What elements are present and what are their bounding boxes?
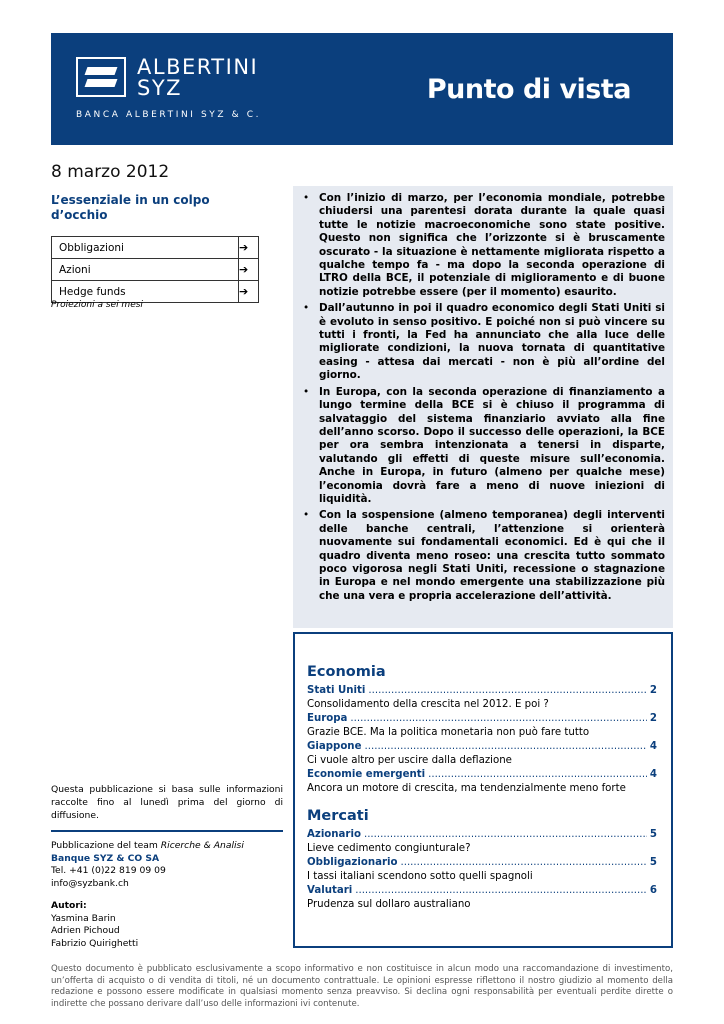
arrow-right-icon: ➔ — [239, 259, 259, 281]
table-of-contents — [293, 632, 673, 948]
toc-description: Ci vuole altro per uscire dalla deflazione — [307, 755, 512, 766]
toc-page: 2 — [649, 713, 657, 724]
toc-entry[interactable] — [307, 768, 657, 782]
toc-page: 4 — [649, 741, 657, 752]
arrow-right-icon: ➔ — [239, 237, 259, 259]
toc-entry[interactable] — [307, 828, 657, 842]
toc-section: Europa — [307, 713, 348, 724]
asset-label: Hedge funds — [52, 281, 239, 303]
table-row — [52, 259, 259, 281]
author-name: Fabrizio Quirighetti — [51, 937, 139, 949]
toc-description: Prudenza sul dollaro australiano — [307, 899, 471, 910]
toc-description: Grazie BCE. Ma la politica monetaria non può fare tutto — [307, 727, 590, 738]
list-item: • Con la sospensione (almeno temporanea) degli interventi delle banche centrali, l’attenzione si orienterà nuovamente sui fondamentali economici. Ed è qui che il quadro diventa meno roseo: una crescita tutto sommato poco vigorosa negli Stati Uniti, recessione o stagnazione in Europa e nel mondo emergente una stabilizzazione più che una vera e propria accelerazione dell’attività. — [301, 509, 665, 603]
list-item: • Con l’inizio di marzo, per l’economia mondiale, potrebbe chiudersi una parentesi dorata durante la quale quasi tutte le notizie macroeconomiche sono state positive. Questo non significa che l’orizzonte si è bruscamente oscurato - la situazione è nettamente migliorata rispetto a qualche tempo fa - ma dopo la seconda operazione di LTRO della BCE, il potenziale di miglioramento e di buone notizie potrebbe essere (per il momento) esaurito. — [301, 192, 665, 299]
asset-outlook-table — [51, 236, 259, 303]
list-item: • In Europa, con la seconda operazione di finanziamento a lungo termine della BCE si è chiuso il programma di salvataggio del sistema finanziario avviato alla fine dell’anno scorso. Dopo il successo delle operazioni, la BCE per ora sembra intenzionata a tenersi in disparte, valutando gli effetti di queste misure sull’economia. Anche in Europa, in futuro (almeno per qualche mese) l’economia dovrà fare a meno di nuove iniezioni di liquidità. — [301, 386, 665, 507]
toc-section: Obbligazionario — [307, 857, 398, 868]
toc-page: 5 — [649, 857, 657, 868]
authors-label: Autori: — [51, 900, 87, 911]
author-name: Adrien Pichoud — [51, 925, 120, 936]
toc-heading-mercati: Mercati — [307, 808, 369, 824]
phone-number: Tel. +41 (0)22 819 09 09 — [51, 865, 166, 876]
toc-section: Azionario — [307, 829, 361, 840]
toc-heading-economia: Economia — [307, 664, 386, 680]
projection-note: Proiezioni a sei mesi — [51, 300, 143, 310]
toc-entry[interactable] — [307, 856, 657, 870]
author-name: Yasmina Barin — [51, 912, 116, 924]
team-prefix: Pubblicazione del team — [51, 840, 161, 851]
table-row — [52, 237, 259, 259]
authors-block — [51, 900, 283, 950]
key-points-box — [293, 186, 673, 628]
brand-name-line2: SYZ — [137, 76, 183, 100]
toc-entry[interactable] — [307, 884, 657, 898]
key-points-list — [301, 192, 665, 603]
divider — [51, 830, 283, 832]
disclaimer: Questo documento è pubblicato esclusivamente a scopo informativo e non costituisce in alcun modo una raccomandazione di investimento, un’offerta di acquisto o di vendita di titoli, né un documento contrattuale. Le opinioni espresse riflettono il nostro giudizio al momento della redazione e possono essere modificate in qualsiasi momento senza preavviso. Si declina ogni responsabilità per eventuali perdite dirette o indirette che possano derivare dall’uso delle informazioni ivi contenute. — [51, 964, 673, 1009]
asset-label: Obbligazioni — [52, 237, 239, 259]
publication-date: 8 marzo 2012 — [51, 162, 170, 182]
toc-description: Ancora un motore di crescita, ma tendenzialmente meno forte — [307, 783, 626, 794]
asset-label: Azioni — [52, 259, 239, 281]
publication-title: Punto di vista — [426, 74, 631, 105]
toc-section: Economie emergenti — [307, 769, 426, 780]
toc-section: Valutari — [307, 885, 353, 896]
toc-entry[interactable] — [307, 712, 657, 726]
arrow-right-icon: ➔ — [239, 281, 259, 303]
bank-name: Banque SYZ & CO SA — [51, 852, 160, 864]
toc-section: Giappone — [307, 741, 362, 752]
toc-description: Lieve cedimento congiunturale? — [307, 843, 471, 854]
email-address: info@syzbank.ch — [51, 877, 129, 889]
toc-section: Stati Uniti — [307, 685, 366, 696]
list-item: • Dall’autunno in poi il quadro economico degli Stati Uniti si è evoluto in senso positivo. E poiché non si può vincere su tutti i fronti, la Fed ha annunciato che alla luce delle migliorate condizioni, la nuova tornata di quantitative easing - attesa dai mercati - non è più all’ordine del giorno. — [301, 302, 665, 382]
toc-page: 2 — [649, 685, 657, 696]
brand-name-line1: ALBERTINI — [137, 55, 259, 79]
header-banner — [51, 33, 673, 145]
toc-page: 6 — [649, 885, 657, 896]
summary-heading: L’essenziale in un colpo d’occhio — [51, 193, 210, 222]
team-info — [51, 840, 283, 890]
toc-entry[interactable] — [307, 684, 657, 698]
toc-page: 4 — [649, 769, 657, 780]
info-note: Questa pubblicazione si basa sulle informazioni raccolte fino al lunedì prima del giorno di diffusione. — [51, 784, 283, 821]
toc-description: I tassi italiani scendono sotto quelli spagnoli — [307, 871, 533, 882]
toc-entry[interactable] — [307, 740, 657, 754]
toc-page: 5 — [649, 829, 657, 840]
toc-description: Consolidamento della crescita nel 2012. E poi ? — [307, 699, 549, 710]
team-name: Ricerche & Analisi — [160, 840, 244, 851]
bank-logo-icon — [76, 57, 126, 97]
brand-subtitle: BANCA ALBERTINI SYZ & C. — [76, 110, 262, 120]
